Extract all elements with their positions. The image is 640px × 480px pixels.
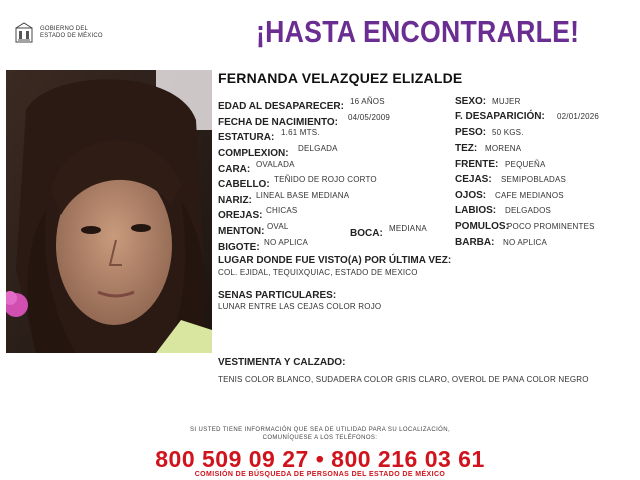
phone-1[interactable]: 800 509 09 27 [155, 446, 309, 472]
field-value: 16 AÑOS [350, 97, 385, 106]
state-crest-icon [14, 22, 34, 44]
government-name [40, 26, 103, 40]
field-label: FRENTE: [455, 159, 499, 170]
missing-person-photo [6, 70, 212, 353]
field-label: BOCA: [350, 228, 383, 239]
person-name: FERNANDA VELAZQUEZ ELIZALDE [218, 70, 463, 86]
commission-name: COMISIÓN DE BÚSQUEDA DE PERSONAS DEL ESTADO DE MÉXICO [194, 471, 446, 478]
contact-line-2: COMUNÍQUESE A LOS TELÉFONOS: [262, 435, 378, 441]
phone-separator: • [315, 446, 325, 472]
field-value: CHICAS [266, 206, 298, 215]
field-value: 50 KGS. [492, 128, 524, 137]
field-value: POCO PROMINENTES [507, 222, 595, 231]
field-value: SEMIPOBLADAS [501, 175, 567, 184]
field-value: DELGADA [298, 144, 338, 153]
field-label: BIGOTE: [218, 242, 260, 253]
field-value: MORENA [485, 144, 522, 153]
last-seen-value: COL. EJIDAL, TEQUIXQUIAC, ESTADO DE MEXICO [218, 268, 418, 277]
field-label: FECHA DE NACIMIENTO: [218, 117, 338, 128]
field-value: NO APLICA [503, 238, 548, 247]
field-label: CEJAS: [455, 174, 492, 185]
gov-line-2: ESTADO DE MÉXICO [40, 33, 103, 39]
field-label: POMULOS: [455, 221, 509, 232]
field-label: OJOS: [455, 190, 487, 201]
field-label: LABIOS: [455, 205, 497, 216]
field-label: F. DESAPARICIÓN: [455, 111, 545, 122]
field-value: LINEAL BASE MEDIANA [256, 191, 350, 200]
field-value: DELGADOS [505, 206, 552, 215]
field-label: NARIZ: [218, 195, 252, 206]
field-label: CARA: [218, 164, 251, 175]
field-value: MUJER [492, 97, 521, 106]
field-value: OVAL [267, 222, 289, 231]
field-boca [350, 223, 383, 241]
field-label: CABELLO: [218, 179, 270, 190]
field-label: PESO: [455, 127, 487, 138]
particular-marks-value: LUNAR ENTRE LAS CEJAS COLOR ROJO [218, 302, 382, 311]
government-logo [14, 22, 103, 44]
phone-numbers [0, 446, 640, 473]
particular-marks-label: SENAS PARTICULARES: [218, 290, 337, 301]
field-label: COMPLEXION: [218, 148, 289, 159]
clothing-value: TENIS COLOR BLANCO, SUDADERA COLOR GRIS CLARO, OVEROL DE PANA COLOR NEGRO [218, 375, 589, 384]
contact-instructions [0, 426, 640, 442]
headline: ¡HASTA ENCONTRARLE! [256, 14, 580, 49]
field-value: NO APLICA [264, 238, 309, 247]
field-value: TEÑIDO DE ROJO CORTO [274, 175, 377, 184]
contact-line-1: SI USTED TIENE INFORMACIÓN QUE SEA DE UTILIDAD PARA SU LOCALIZACIÓN, [189, 427, 451, 433]
field-value: OVALADA [256, 160, 295, 169]
field-value: 04/05/2009 [348, 113, 391, 122]
field-label: OREJAS: [218, 210, 263, 221]
field-value: 02/01/2026 [557, 112, 600, 121]
field-label: SEXO: [455, 96, 487, 107]
clothing-label: VESTIMENTA Y CALZADO: [218, 357, 346, 368]
field-value: MEDIANA [389, 224, 427, 233]
field-value: PEQUEÑA [505, 160, 546, 169]
field-value: 1.61 MTS. [281, 128, 320, 137]
phone-2[interactable]: 800 216 03 61 [331, 446, 485, 472]
field-bigote [218, 237, 260, 255]
portrait-illustration [6, 70, 212, 353]
field-label: TEZ: [455, 143, 478, 154]
field-label: ESTATURA: [218, 132, 275, 143]
last-seen-label: LUGAR DONDE FUE VISTO(A) POR ÚLTIMA VEZ: [218, 255, 452, 266]
field-label: BARBA: [455, 237, 495, 248]
field-value: CAFE MEDIANOS [495, 191, 564, 200]
field-label: EDAD AL DESAPARECER: [218, 101, 344, 112]
field-label: MENTON: [218, 226, 265, 237]
gov-line-1: GOBIERNO DEL [40, 26, 89, 32]
